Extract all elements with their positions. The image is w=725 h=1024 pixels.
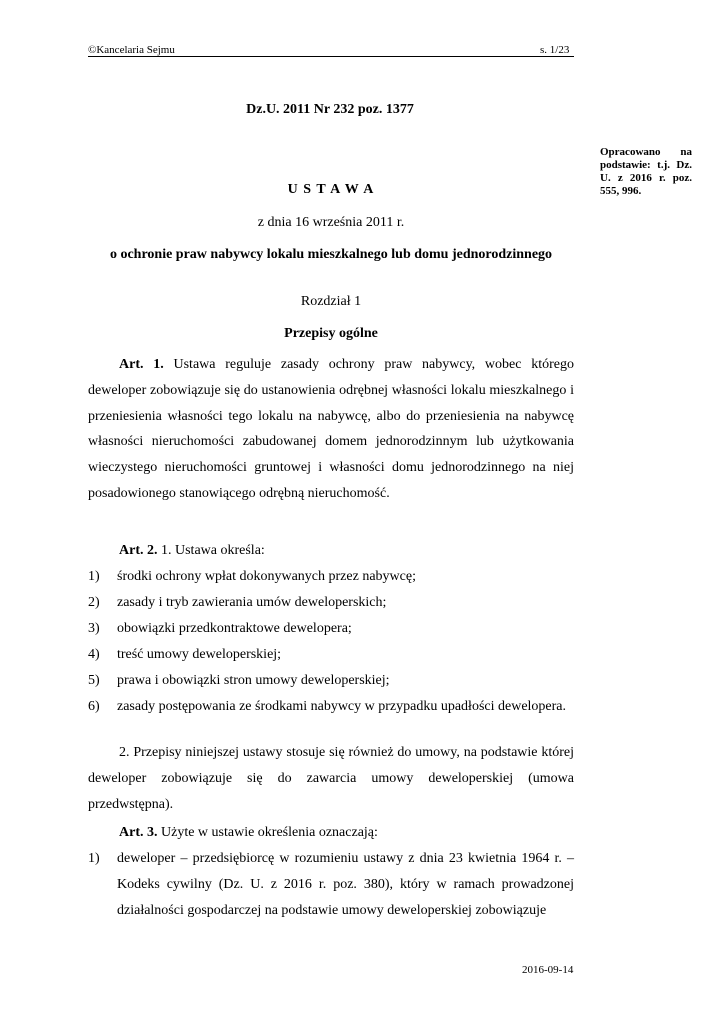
- list-item: 5) prawa i obowiązki stron umowy deweloperskiej;: [88, 673, 390, 688]
- article-3-label: Art. 3.: [119, 825, 158, 840]
- act-title: U S T A W A: [287, 182, 375, 197]
- header-divider: [88, 56, 574, 57]
- article-2-intro-text: 1. Ustawa określa:: [157, 543, 265, 558]
- footer-date: 2016-09-14: [522, 964, 574, 976]
- article-3-intro-text: Użyte w ustawie określenia oznaczają:: [157, 825, 378, 840]
- document-reference: Dz.U. 2011 Nr 232 poz. 1377: [246, 102, 414, 117]
- list-item: 1) środki ochrony wpłat dokonywanych przez nabywcę;: [88, 569, 416, 584]
- article-1-label: Art. 1.: [119, 357, 164, 372]
- act-date: z dnia 16 września 2011 r.: [257, 215, 405, 230]
- article-2-paragraph-2: 2. Przepisy niniejszej ustawy stosuje się również do umowy, na podstawie której deweloper zobowiązuje się do zawarcia umowy deweloperskiej (umowa przedwstępna).: [88, 745, 574, 812]
- list-item: 6) zasady postępowania ze środkami nabywcy w przypadku upadłości dewelopera.: [88, 699, 567, 714]
- chapter-number: Rozdział 1: [300, 294, 362, 309]
- article-3-intro: [88, 820, 574, 846]
- header-source: ©Kancelaria Sejmu: [88, 44, 175, 56]
- chapter-title: Przepisy ogólne: [284, 326, 378, 341]
- article-1: [88, 352, 574, 507]
- article-1-text: Ustawa reguluje zasady ochrony praw nabywcy, wobec którego deweloper zobowiązuje się do ustanowienia odrębnej własności lokalu mieszkalnego i przeniesienia własności tego lokalu na nabywcę, albo do przeniesienia na nabywcę własności nieruchomości zabudowanej domem jednorodzinnym lub użytkowania wieczystego nieruchomości gruntowej i własności domu jednorodzinnego na niej posadowionego stanowiącego odrębną nieruchomość.: [88, 357, 574, 501]
- act-subject: o ochronie praw nabywcy lokalu mieszkalnego lub domu jednorodzinnego: [109, 247, 553, 262]
- article-2-label: Art. 2.: [119, 543, 158, 558]
- list-item: 1) deweloper – przedsiębiorcę w rozumieniu ustawy z dnia 23 kwietnia 1964 r. – Kodeks cywilny (Dz. U. z 2016 r. poz. 380), który w ramach prowadzonej działalności gospodarczej na podstawie umowy deweloperskiej zobowiązuje: [88, 851, 574, 918]
- list-item: 2) zasady i tryb zawierania umów deweloperskich;: [88, 595, 387, 610]
- list-item: 3) obowiązki przedkontraktowe dewelopera;: [88, 621, 352, 636]
- list-item: 4) treść umowy deweloperskiej;: [88, 647, 282, 662]
- article-2-intro: [88, 538, 574, 564]
- page-number: s. 1/23: [540, 44, 570, 56]
- side-note: Opracowano na podstawie: t.j. Dz. U. z 2016 r. poz. 555, 996.: [600, 146, 692, 197]
